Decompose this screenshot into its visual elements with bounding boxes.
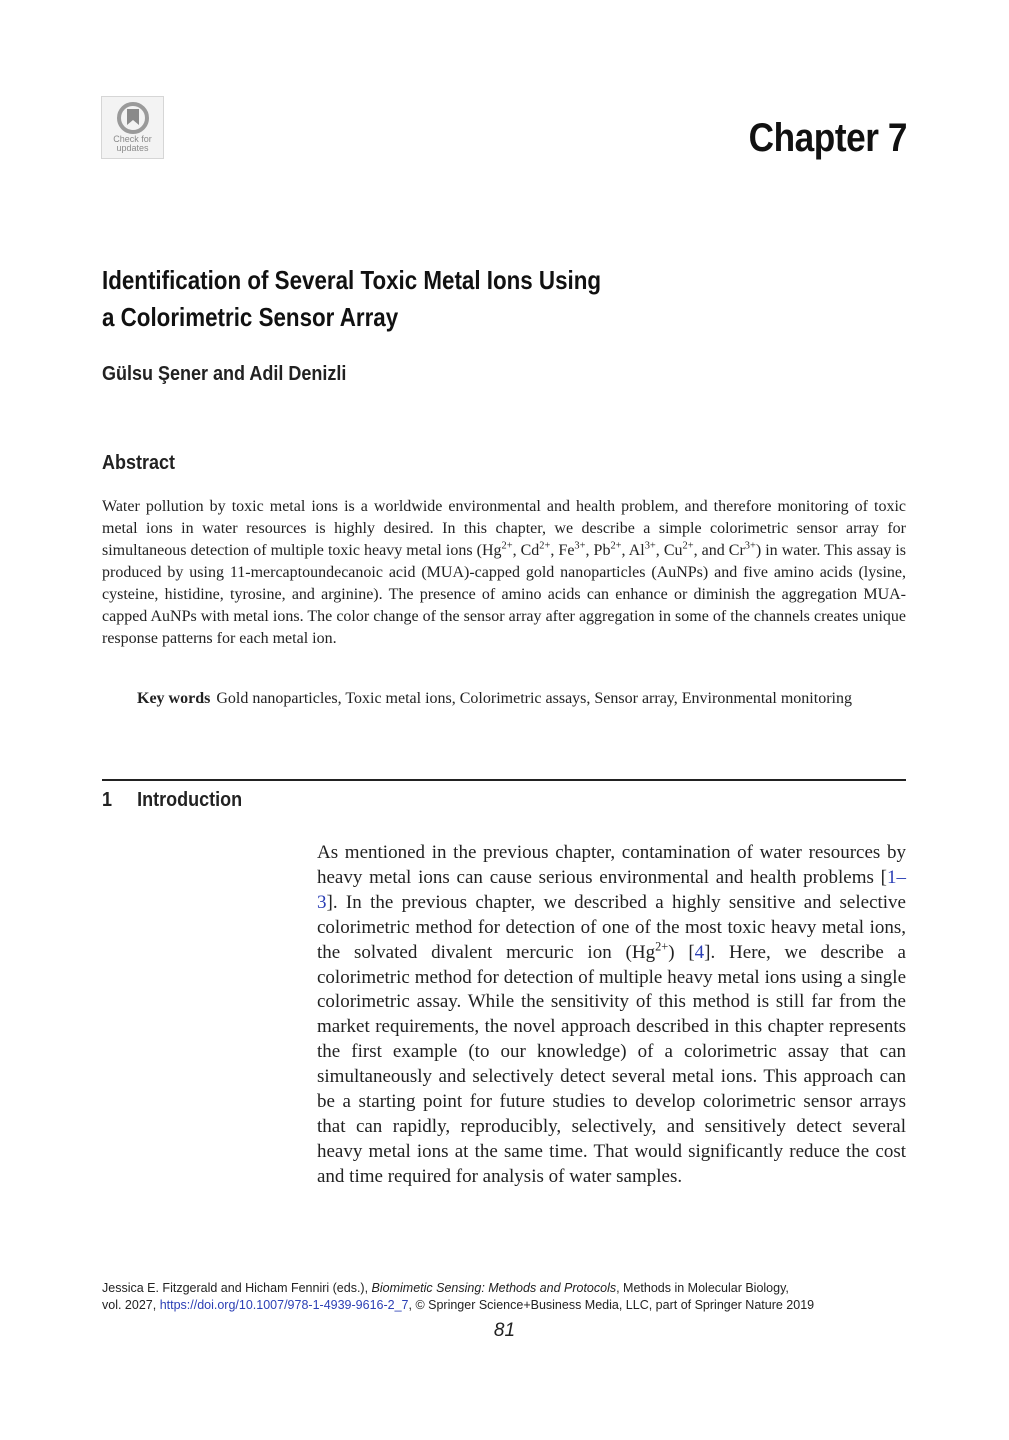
- title-line-1: Identification of Several Toxic Metal Ions Using: [102, 265, 602, 295]
- citation-link-1-3[interactable]: 1–3: [317, 866, 906, 913]
- abstract-text: Water pollution by toxic metal ions is a worldwide environmental and health problem, and therefore monitoring of toxic metal ions in water resources is highly desired. In this chapter, we describe a simple colorimetric sensor array for simultaneous detection of multiple toxic heavy metal ions ($Hg^{2+}$, $Cd^{2+}$, $Fe^{3+}$, $Pb^{2+}$, $Al^{3+}$, $Cu^{2+}$, and $Cr^{3+}$) in water. This assay is produced by using 11-mercaptoundecanoic acid (MUA)-capped gold nanoparticles (AuNPs) and five amino acids (lysine, cysteine, histidine, tyrosine, and arginine). The presence of amino acids can enhance or diminish the aggregation MUA-capped AuNPs with metal ions. The color change of the sensor array after aggregation in some of the channels creates unique response patterns for each metal ion.: [102, 498, 907, 647]
- keywords-text: Gold nanoparticles, Toxic metal ions, Colorimetric assays, Sensor array, Environmental monitoring: [216, 690, 852, 707]
- section-heading: [102, 789, 242, 812]
- citation-link-4[interactable]: 4: [694, 941, 705, 963]
- book-title: Biomimetic Sensing: Methods and Protocols: [371, 1281, 617, 1295]
- badge-line-1: Check for: [113, 134, 152, 144]
- authors: Gülsu Şener and Adil Denizli: [102, 363, 347, 385]
- keywords-label: Key words: [137, 690, 211, 707]
- chapter-title: [102, 262, 773, 336]
- check-for-updates-badge[interactable]: [101, 96, 164, 159]
- badge-line-2: updates: [116, 143, 149, 153]
- keywords: [137, 688, 906, 710]
- chapter-label: Chapter 7: [748, 116, 907, 160]
- section-divider: [102, 779, 906, 781]
- crossmark-icon: [116, 101, 150, 135]
- doi-link[interactable]: https://doi.org/10.1007/978-1-4939-9616-2_7: [159, 1298, 409, 1312]
- section-title: Introduction: [137, 789, 243, 811]
- section-number: 1: [102, 789, 113, 811]
- introduction-paragraph: As mentioned in the previous chapter, contamination of water resources by heavy metal ions can cause serious environmental and health problems [1–3]. In the previous chapter, we described a highly sensitive and selective colorimetric method for detection of one of the most toxic heavy metal ions, the solvated divalent mercuric ion $(Hg^{2+})$ [4]. Here, we describe a colorimetric method for detection of multiple heavy metal ions using a single colorimetric assay. While the sensitivity of this method is still far from the market requirements, the novel approach described in this chapter represents the first example (to our knowledge) of a colorimetric assay that can simultaneously and selectively detect several metal ions. This approach can be a starting point for future studies to develop colorimetric sensor arrays that can rapidly, reproducibly, selectively, and sensitively detect several heavy metal ions at the same time. That would significantly reduce the cost and time required for analysis of water samples.: [317, 842, 906, 1187]
- page-number: 81: [493, 1320, 516, 1341]
- title-line-2: a Colorimetric Sensor Array: [102, 302, 399, 332]
- abstract-heading: Abstract: [102, 452, 176, 474]
- citation-footer: Jessica E. Fitzgerald and Hicham Fenniri (eds.), Biomimetic Sensing: Methods and Protocols, Methods in Molecular Biology, vol. 2027, https://doi.org/10.1007/978-1-4939-9616-2_7, © Springer Science+Business Media, LLC, part of Springer Nature 2019: [102, 1281, 815, 1312]
